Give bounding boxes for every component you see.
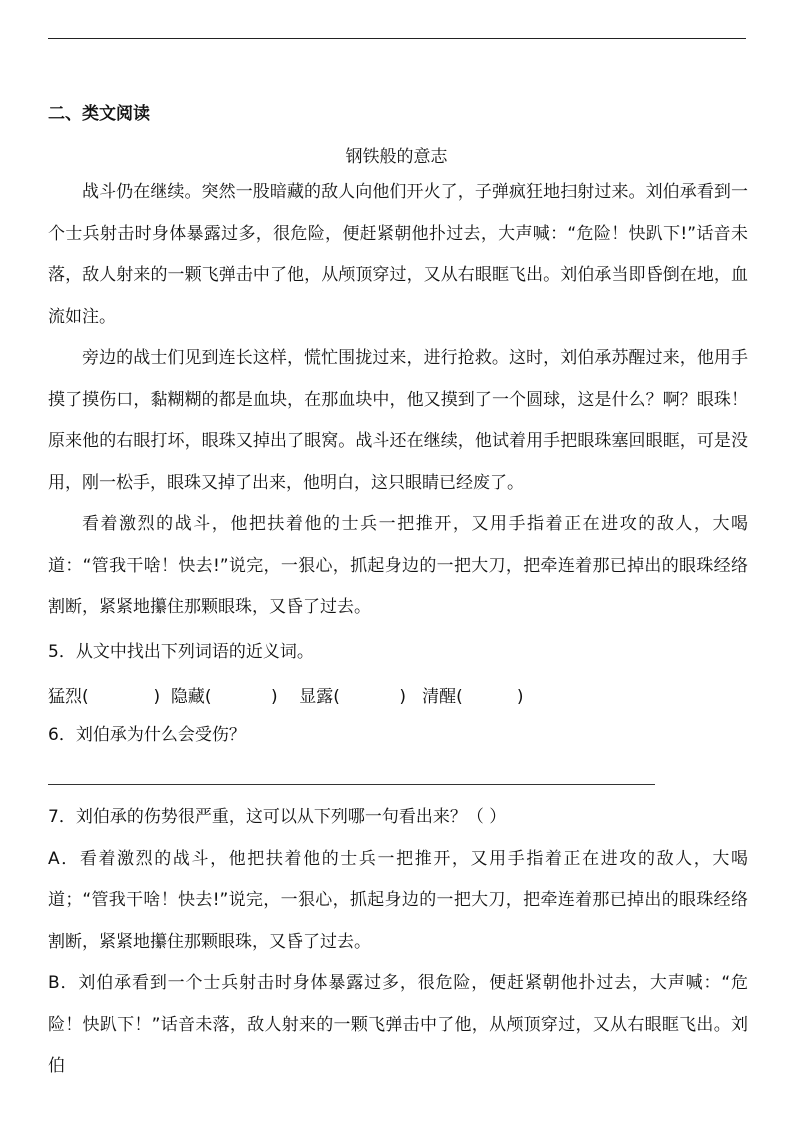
section-heading: 二、类文阅读 — [48, 104, 150, 124]
question-6: 6．刘伯承为什么会受伤？ — [48, 725, 246, 745]
paragraph-2: 旁边的战士们见到连长这样，慌忙围拢过来，进行抢救。这时，刘伯承苏醒过来，他用手摸了摸伤口，黏糊糊的都是血块，在那血块中，他又摸到了一个圆球，这是什么？啊？眼珠！原来他的右眼打坏，眼珠又掉出了眼窝。战斗还在继续，他试着用手把眼珠塞回眼眶，可是没用，刚一松手，眼珠又掉了出来，他明白，这只眼睛已经废了。 — [48, 348, 748, 493]
question-7: 7．刘伯承的伤势很严重，这可以从下列哪一句看出来？（ ） — [48, 807, 507, 827]
question-5: 5．从文中找出下列词语的近义词。 — [48, 642, 314, 662]
option-b: B．刘伯承看到一个士兵射击时身体暴露过多，很危险，便赶紧朝他扑过去，大声喊：“危险！快趴下！”话音未落，敌人射来的一颗飞弹击中了他，从颅顶穿过，又从右眼眶飞出。刘伯 — [48, 973, 748, 1076]
question-5-items: 猛烈( ) 隐藏( ) 显露( ) 清醒( ) — [48, 687, 524, 707]
article-body — [48, 172, 748, 629]
answer-line — [48, 784, 655, 785]
header-rule — [48, 38, 746, 39]
paragraph-1: 战斗仍在继续。突然一股暗藏的敌人向他们开火了，子弹疯狂地扫射过来。刘伯承看到一个士兵射击时身体暴露过多，很危险，便赶紧朝他扑过去，大声喊：“危险！快趴下!”话音未落，敌人射来的一颗飞弹击中了他，从颅顶穿过，又从右眼眶飞出。刘伯承当即昏倒在地，血流如注。 — [48, 182, 748, 327]
paragraph-3: 看着激烈的战斗，他把扶着他的士兵一把推开，又用手指着正在进攻的敌人，大喝道：“管我干啥！快去!”说完，一狠心，抓起身边的一把大刀，把牵连着那已掉出的眼珠经络割断，紧紧地攥住那颗眼珠，又昏了过去。 — [48, 514, 748, 617]
question-7-block — [48, 797, 748, 1088]
article-title: 钢铁般的意志 — [345, 147, 448, 167]
option-a: A．看着激烈的战斗，他把扶着他的士兵一把推开，又用手指着正在进攻的敌人，大喝道；“管我干啥！快去!”说完，一狠心，抓起身边的一把大刀，把牵连着那已掉出的眼珠经络割断，紧紧地攥住那颗眼珠，又昏了过去。 — [48, 848, 748, 952]
